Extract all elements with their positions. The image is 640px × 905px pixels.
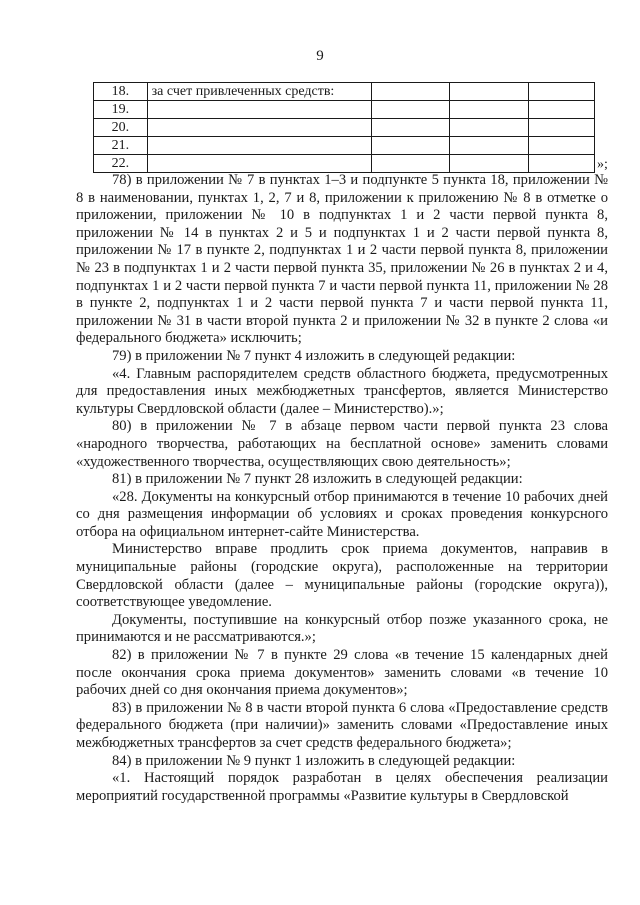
table-cell <box>449 83 528 101</box>
table-cell <box>449 101 528 119</box>
row-label <box>147 137 371 155</box>
table-cell <box>528 155 594 173</box>
row-number: 21. <box>94 137 148 155</box>
table-row <box>94 119 595 137</box>
table-cell <box>528 101 594 119</box>
paragraph-81-late-docs: Документы, поступившие на конкурсный отбор позже указанного срока, не принимаются и не рассматриваются.»; <box>76 611 608 646</box>
table-cell <box>371 155 449 173</box>
row-label <box>147 101 371 119</box>
paragraph-79-quote: «4. Главным распорядителем средств областного бюджета, предусмотренных для предоставления иных межбюджетных трансфертов, является Министерство культуры Свердловской области (далее – Министерство).»; <box>76 365 608 417</box>
table-cell <box>449 119 528 137</box>
paragraph-82: 82) в приложении № 7 в пункте 29 слова «в течение 15 календарных дней после окончания срока приема документов» заменить словами «в течение 10 рабочих дней со дня окончания приема документов»; <box>76 647 608 699</box>
table-cell <box>528 119 594 137</box>
table-row <box>94 137 595 155</box>
table-row <box>94 101 595 119</box>
paragraph-84-quote: «1. Настоящий порядок разработан в целях обеспечения реализации мероприятий государственной программы «Развитие культуры в Свердловской <box>76 770 608 804</box>
row-label <box>147 119 371 137</box>
row-number: 18. <box>94 83 148 101</box>
paragraph-84: 84) в приложении № 9 пункт 1 изложить в следующей редакции: <box>112 752 516 769</box>
paragraph-81: 81) в приложении № 7 пункт 28 изложить в следующей редакции: <box>112 471 523 488</box>
table-row <box>94 83 595 101</box>
row-number: 20. <box>94 119 148 137</box>
row-number: 22. <box>94 155 148 173</box>
table-cell <box>449 137 528 155</box>
table-cell <box>371 101 449 119</box>
row-label <box>147 155 371 173</box>
table-cell <box>528 83 594 101</box>
paragraph-78: 78) в приложении № 7 в пунктах 1–3 и подпункте 5 пункта 18, приложении № 8 в наименовании, пунктах 1, 2, 7 и 8, приложении к приложению № 8 в отметке о приложении, приложении № 10 в подпунктах 1 и 2 части первой пункта 8, приложении № 14 в пунктах 2 и 5 и подпунктах 1 и 2 части первой пункта 8, приложении № 17 в пункте 2, подпунктах 1 и 2 части первой пункта 8, приложении № 23 в подпунктах 1 и 2 части первой пункта 35, приложении № 26 в пунктах 2 и 4, подпунктах 1 и 2 части первой пункта 7 и части первой пункта 11, приложении № 28 в пункте 2, подпунктах 1 и 2 части первой пункта 7 и части первой пункта 11, приложении № 31 в части второй пункта 2 и приложении № 32 в пункте 2 слова «и федерального бюджета» исключить; <box>76 172 608 347</box>
table-cell <box>371 83 449 101</box>
row-label: за счет привлеченных средств: <box>147 83 371 101</box>
paragraph-83: 83) в приложении № 8 в части второй пункта 6 слова «Предоставление средств федерального бюджета (при наличии)» заменить словами «Предоставление иных межбюджетных трансфертов за счет средств федерального бюджета»; <box>76 699 608 751</box>
table <box>93 82 595 173</box>
paragraph-80: 80) в приложении № 7 в абзаце первом части первой пункта 23 слова «народного творчества, работающих на бесплатной основе» заменить словами «художественного творчества, осуществляющих свою деятельность»; <box>76 418 608 470</box>
document-body <box>76 172 608 805</box>
paragraph-79: 79) в приложении № 7 пункт 4 изложить в следующей редакции: <box>112 347 516 364</box>
paragraph-81-quote: «28. Документы на конкурсный отбор принимаются в течение 10 рабочих дней со дня размещения информации об условиях и сроках проведения конкурсного отбора на официальном интернет-сайте Министерства. <box>76 488 608 540</box>
table-cell <box>371 119 449 137</box>
page-number: 9 <box>316 48 324 64</box>
table-cell <box>528 137 594 155</box>
table-cell <box>449 155 528 173</box>
table-closing-quote: »; <box>597 157 608 172</box>
table-row <box>94 155 595 173</box>
table-cell <box>371 137 449 155</box>
paragraph-81-extension: Министерство вправе продлить срок приема документов, направив в муниципальные районы (городские округа), расположенные на территории Свердловской области (далее – муниципальные районы (городские округа)), соответствующее уведомление. <box>76 541 608 611</box>
row-number: 19. <box>94 101 148 119</box>
budget-table <box>93 82 608 173</box>
